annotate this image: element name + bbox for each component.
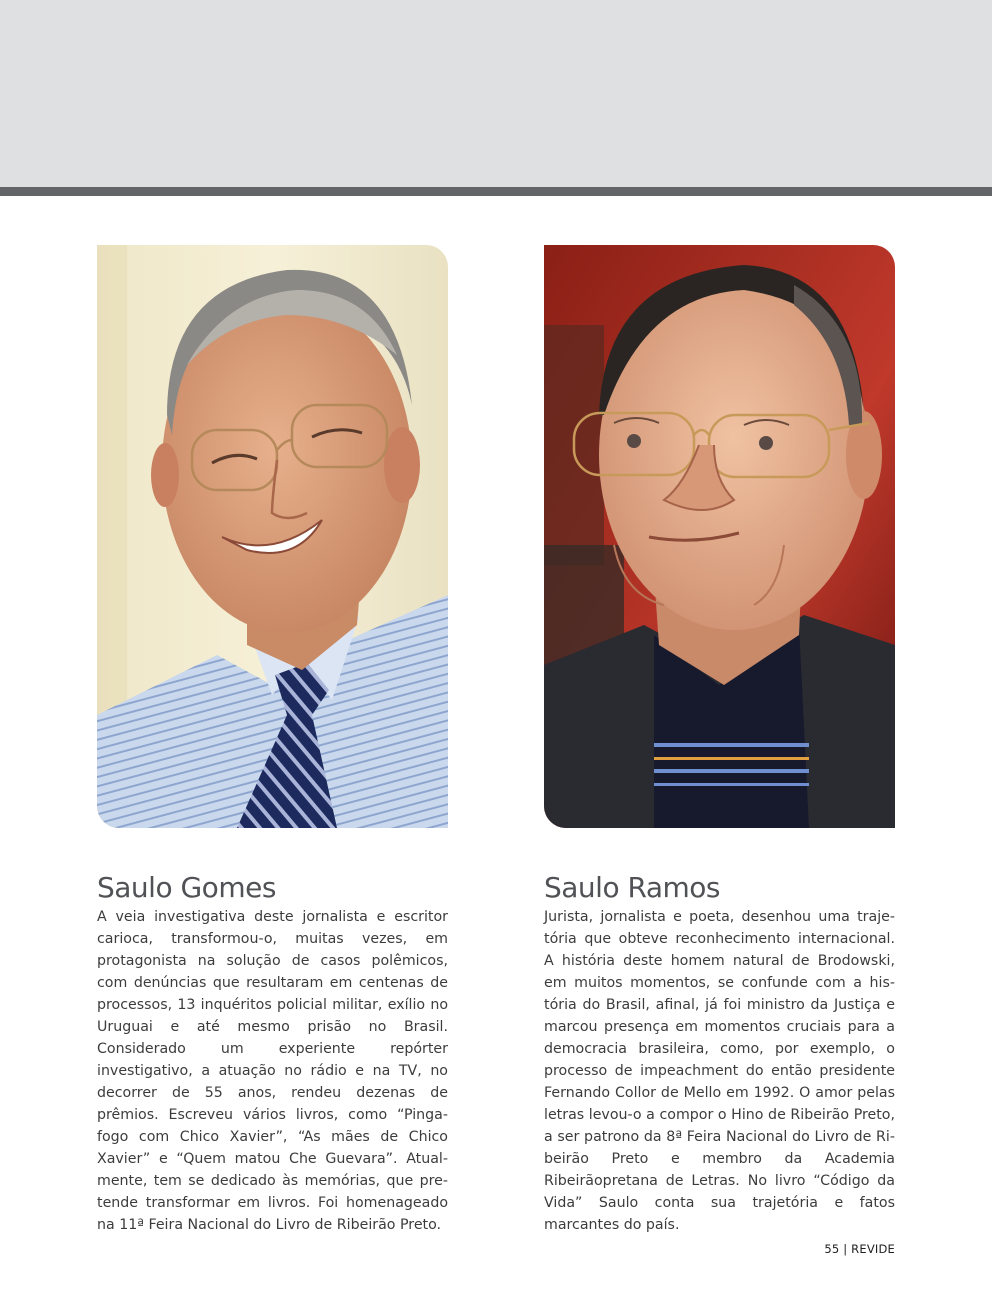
- folio-separator: |: [843, 1242, 848, 1256]
- profile-saulo-gomes: [97, 870, 448, 1236]
- person-name: Saulo Ramos: [544, 871, 720, 904]
- profile-saulo-ramos: [544, 870, 895, 1236]
- page-number: 55: [824, 1242, 840, 1256]
- person-bio: A veia investigativa deste jornalista e escritor carioca, transformou-o, muitas vezes, em protagonista na solução de casos polêmicos, com denúncias que resultaram em centenas de processos, 13 inquéritos policial militar, exílio no Uruguai e até mesmo prisão no Brasil. Considerado um experiente repórter investigativo, a atuação no rádio e na TV, no decorrer de 55 anos, rendeu dezenas de prêmios. Escreveu vários livros, como “Pinga-fogo com Chico Xavier”, “As mães de Chico Xavier” e “Quem matou Che Guevara”. Atualmente, tem se dedicado às memórias, que pretende transformar em livros. Foi homenageado na 11ª Feira Nacional do Livro de Ribeirão Preto.: [97, 909, 448, 1233]
- portrait-saulo-ramos: [544, 245, 895, 828]
- person-name: Saulo Gomes: [97, 871, 276, 904]
- portrait-saulo-gomes: [97, 245, 448, 828]
- page-folio: [824, 1242, 895, 1256]
- person-bio: Jurista, jornalista e poeta, desenhou uma trajetória que obteve reconhecimento internacional. A história deste homem natural de Brodowski, em muitos momentos, se confunde com a história do Brasil, afinal, já foi ministro da Justiça e marcou presença em momentos cruciais para a democracia brasileira, como, por exemplo, o processo de impeachment do então presidente Fernando Collor de Mello em 1992. O amor pelas letras levou-o a compor o Hino de Ribeirão Preto, a ser patrono da 8ª Feira Nacional do Livro de Ribeirão Preto e membro da Academia Ribeirãopretana de Letras. No livro “Código da Vida” Saulo conta sua trajetória e fatos marcantes do país.: [544, 909, 895, 1233]
- header-rule: [0, 187, 992, 196]
- header-band: [0, 0, 992, 187]
- publication-name: REVIDE: [851, 1242, 895, 1256]
